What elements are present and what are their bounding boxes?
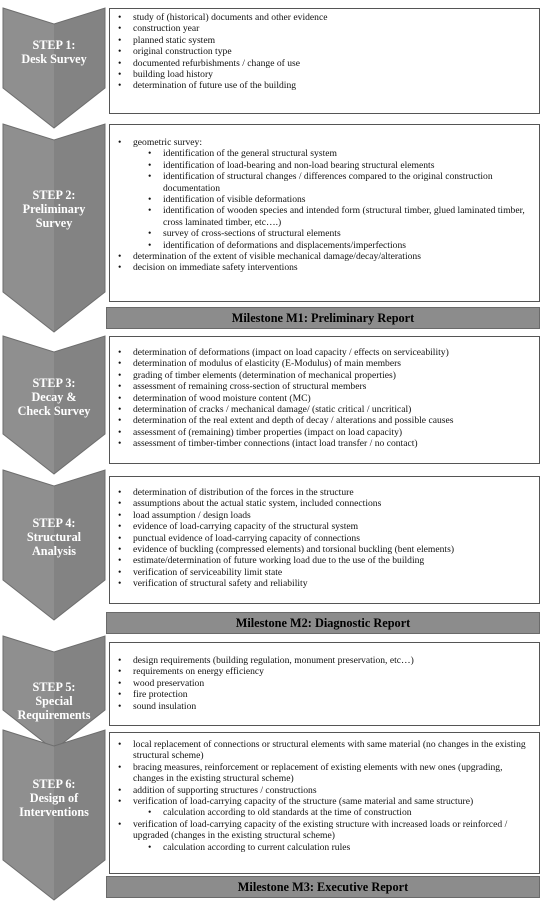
step-1-label	[9, 20, 99, 84]
step-4-arrow	[3, 470, 105, 620]
step-6-item: • addition of supporting structures / constructions	[118, 785, 533, 796]
step-6-list	[118, 739, 533, 853]
milestone-m2: Milestone M2: Diagnostic Report	[106, 612, 540, 634]
step-2-subitem: • identification of wooden species and intended form (structural timber, glued laminated timber, cross laminated timber, etc….)	[133, 205, 533, 228]
step-3-arrow	[3, 336, 105, 474]
step-4-label	[9, 488, 99, 586]
step-4-item: • determination of distribution of the forces in the structure	[118, 487, 533, 498]
step-6-item-text: verification of load-carrying capacity of the structure (same material and same structure)	[133, 796, 474, 808]
step-6-subitem: • calculation according to old standards at the time of construction	[133, 807, 533, 818]
step-3-item: • assessment of remaining cross-section of structural members	[118, 381, 533, 392]
step-1-item: • documented refurbishments / change of use	[118, 58, 533, 69]
step-6-box	[109, 732, 540, 874]
step-2-subitem: • identification of the general structural system	[133, 148, 533, 159]
step-2-sublist	[133, 148, 533, 251]
step-1-box	[109, 8, 540, 114]
step-5-title-line: Requirements	[17, 708, 91, 722]
step-6-item: • bracing measures, reinforcement or replacement of existing elements with new ones (upgrading, changes in the existing structural scheme)	[118, 762, 533, 785]
step-2-title-line: STEP 2:	[32, 188, 76, 202]
step-3-item: • determination of deformations (impact on load capacity / effects on serviceability)	[118, 347, 533, 358]
step-3-title-line: Check Survey	[17, 404, 91, 418]
step-3-item: • grading of timber elements (determination of mechanical properties)	[118, 370, 533, 381]
step-6-title-line: Interventions	[19, 805, 89, 819]
step-4-item: • estimate/determination of future working load due to the use of the building	[118, 555, 533, 566]
step-4-title-line: Analysis	[31, 544, 77, 558]
step-3-item: • assessment of (remaining) timber properties (impact on load capacity)	[118, 427, 533, 438]
step-3-item: • assessment of timber-timber connections (intact load transfer / no contact)	[118, 438, 533, 449]
step-5-item: • sound insulation	[118, 701, 533, 712]
step-3-item: • determination of the real extent and depth of decay / alterations and possible causes	[118, 415, 533, 426]
step-3-label	[9, 350, 99, 444]
step-2-label	[9, 154, 99, 264]
step-2-subitem: • survey of cross-sections of structural elements	[133, 228, 533, 239]
step-5-item: • design requirements (building regulation, monument preservation, etc…)	[118, 655, 533, 666]
step-2-list	[118, 137, 533, 274]
step-4-item: • evidence of load-carrying capacity of the structural system	[118, 521, 533, 532]
step-6-item: • local replacement of connections or structural elements with same material (no changes in the existing structural scheme)	[118, 739, 533, 762]
step-6-subitem: • calculation according to current calculation rules	[133, 842, 533, 853]
step-4-item: • assumptions about the actual static system, included connections	[118, 498, 533, 509]
step-5-list	[118, 655, 533, 712]
step-2-subitem: • identification of load-bearing and non-load bearing structural elements	[133, 160, 533, 171]
step-6-label	[9, 750, 99, 846]
step-3-list	[118, 347, 533, 450]
step-4-title-line: Structural	[26, 530, 82, 544]
step-1-arrow	[3, 8, 105, 128]
step-4-item: • verification of structural safety and reliability	[118, 578, 533, 589]
step-4-box	[109, 476, 540, 604]
step-2-subitem: • identification of structural changes / differences compared to the original construction documentation	[133, 171, 533, 194]
step-6-title-line: STEP 6:	[32, 777, 76, 791]
step-2-box	[109, 124, 540, 302]
step-1-item: • determination of future use of the building	[118, 80, 533, 91]
step-4-item: • verification of serviceability limit state	[118, 567, 533, 578]
step-3-box	[109, 336, 540, 464]
step-2-title-line: Preliminary	[22, 202, 86, 216]
step-2-subitem: • identification of visible deformations	[133, 194, 533, 205]
step-1-item: • original construction type	[118, 46, 533, 57]
step-2-item-text: geometric survey:	[133, 137, 202, 148]
step-6-item	[118, 819, 533, 853]
step-5-item: • wood preservation	[118, 678, 533, 689]
step-1-item: • study of (historical) documents and other evidence	[118, 12, 533, 23]
step-3-title-line: Decay &	[31, 390, 77, 404]
milestone-m3: Milestone M3: Executive Report	[106, 876, 540, 898]
step-4-item: • load assumption / design loads	[118, 510, 533, 521]
step-2-arrow	[3, 124, 105, 332]
step-5-item: • fire protection	[118, 689, 533, 700]
step-6-item	[118, 796, 533, 819]
step-1-item: • planned static system	[118, 35, 533, 46]
step-2-title-line: Survey	[35, 216, 73, 230]
step-6-title-line: Design of	[29, 791, 79, 805]
step-5-item: • requirements on energy efficiency	[118, 666, 533, 677]
step-2-item	[118, 137, 533, 251]
step-3-item: • determination of modulus of elasticity (E-Modulus) of main members	[118, 358, 533, 369]
step-6-sublist	[133, 842, 533, 853]
step-6-item-text: verification of load-carrying capacity of the existing structure with increased loads or reinforced / upgraded (changes in the existing structural scheme)	[133, 818, 508, 842]
step-2-subitem: • identification of deformations and displacements/imperfections	[133, 240, 533, 251]
step-3-item: • determination of cracks / mechanical damage/ (static critical / uncritical)	[118, 404, 533, 415]
step-6-arrow	[3, 730, 105, 900]
step-5-title-line: Special	[35, 694, 73, 708]
step-1-item: • building load history	[118, 69, 533, 80]
step-1-item: • construction year	[118, 23, 533, 34]
step-6-sublist	[133, 807, 533, 818]
step-5-box	[109, 642, 540, 726]
step-4-item: • punctual evidence of load-carrying capacity of connections	[118, 533, 533, 544]
step-4-list	[118, 487, 533, 590]
step-1-list	[118, 12, 533, 92]
milestone-m1: Milestone M1: Preliminary Report	[106, 307, 540, 329]
step-2-item: • determination of the extent of visible mechanical damage/decay/alterations	[118, 251, 533, 262]
step-3-title-line: STEP 3:	[32, 376, 76, 390]
step-2-item: • decision on immediate safety interventions	[118, 262, 533, 273]
step-4-title-line: STEP 4:	[32, 516, 76, 530]
step-1-title-line: Desk Survey	[21, 52, 87, 66]
step-5-title-line: STEP 5:	[32, 680, 76, 694]
step-4-item: • evidence of buckling (compressed elements) and torsional buckling (bent elements)	[118, 544, 533, 555]
step-3-item: • determination of wood moisture content (MC)	[118, 393, 533, 404]
step-1-title-line: STEP 1:	[32, 38, 76, 52]
